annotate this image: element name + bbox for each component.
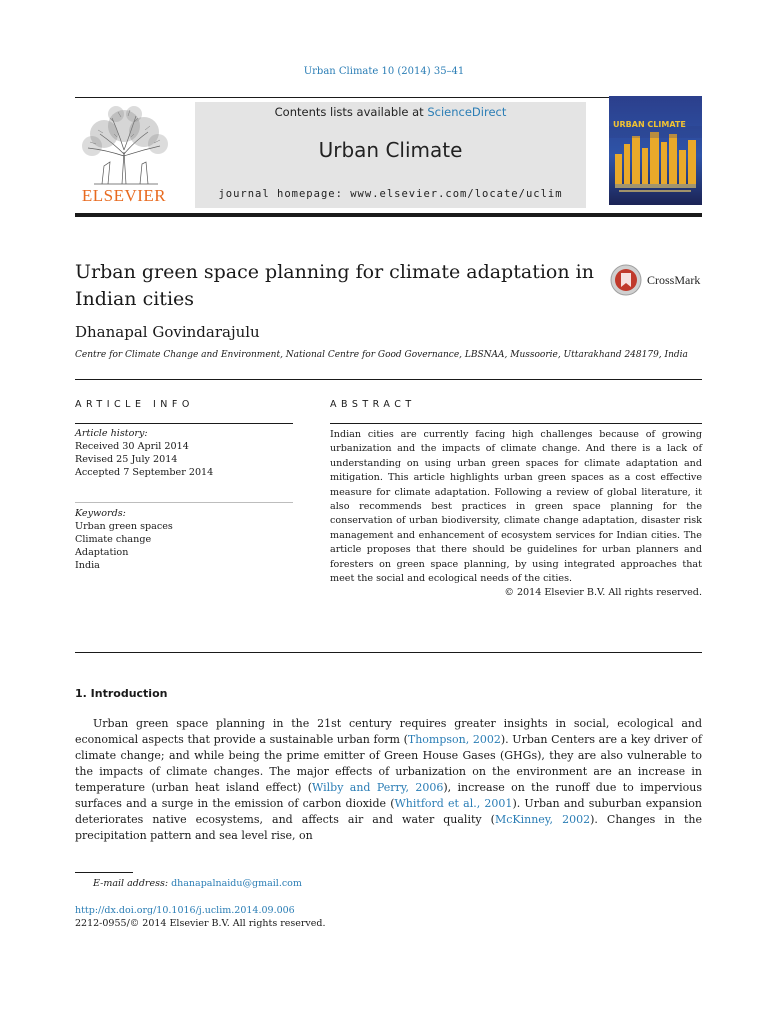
abstract-bottom-rule (75, 652, 702, 653)
article-history (75, 427, 293, 479)
abstract-label-rule (330, 423, 702, 424)
elsevier-tree-icon (74, 104, 174, 186)
journal-name: Urban Climate (318, 138, 463, 162)
intro-text: ). Urban Centers are a key driver of climate change; and while being the prime emitter of Green House Gases (GHGs), they are also vulnerable to the impacts of climate changes. The major effects of urbanization on the environment are an increase in temperature (urban heat island effect) ( (75, 733, 703, 794)
keyword-item: Adaptation (75, 547, 129, 558)
keyword-item: Urban green spaces (75, 521, 173, 532)
article-info-label: ARTICLE INFO (75, 399, 194, 410)
article-title: Urban green space planning for climate adaptation in Indian cities (75, 261, 594, 310)
abstract-label: ABSTRACT (330, 399, 416, 410)
keyword-item: India (75, 560, 100, 571)
intro-text: Urban green space planning in the 21st century requires greater insights in social, ecological and economical aspects that provide a sustainable urban form ( (75, 717, 702, 746)
info-label-rule (75, 423, 293, 424)
citation-link[interactable]: Wilby and Perry, 2006 (312, 781, 444, 794)
email-footnote (93, 878, 302, 889)
abstract-block (330, 428, 702, 601)
journal-header-box (195, 102, 586, 208)
received-date: Received 30 April 2014 (75, 441, 189, 452)
author-name: Dhanapal Govindarajulu (75, 323, 260, 341)
keyword-item: Climate change (75, 534, 152, 545)
journal-citation[interactable]: Urban Climate 10 (2014) 35–41 (303, 66, 465, 77)
contents-line (195, 105, 586, 119)
revised-date: Revised 25 July 2014 (75, 454, 178, 465)
header-bottom-rule (75, 213, 702, 217)
accepted-date: Accepted 7 September 2014 (75, 467, 214, 478)
intro-text: ). Changes in the precipitation pattern and sea level rise, on (75, 813, 702, 842)
intro-text: ). Urban and suburban expansion deteriorates native ecosystems, and affects air and water quality ( (75, 797, 702, 826)
section-heading-introduction: 1. Introduction (75, 687, 168, 700)
issn-copyright: 2212-0955/© 2014 Elsevier B.V. All rights reserved. (75, 918, 326, 929)
citation-link[interactable]: Whitford et al., 2001 (394, 797, 513, 810)
citation-link[interactable]: McKinney, 2002 (494, 813, 591, 826)
email-label: E-mail address: (93, 878, 172, 889)
journal-cover-image (609, 96, 702, 205)
journal-homepage[interactable]: journal homepage: www.elsevier.com/locate/uclim (218, 188, 563, 200)
contents-prefix: Contents lists available at (274, 105, 428, 119)
info-top-rule (75, 379, 702, 380)
keywords-heading: Keywords: (75, 508, 126, 519)
elsevier-logo (72, 104, 176, 208)
footnote-rule (75, 872, 133, 873)
header-top-rule (75, 97, 702, 98)
crossmark-label: CrossMark (647, 273, 701, 287)
intro-paragraph (75, 716, 702, 844)
intro-text: ), increase on the runoff due to impervious surfaces and a surge in the emission of carbon dioxide ( (75, 781, 702, 810)
sciencedirect-link[interactable]: ScienceDirect (427, 105, 507, 119)
elsevier-wordmark: ELSEVIER (81, 186, 167, 205)
crossmark-icon (609, 263, 643, 297)
crossmark-button[interactable] (609, 263, 709, 297)
abstract-text: Indian cities are currently facing high challenges because of growing urbanization and the impacts of climate change. And there is a lack of understanding on using urban green spaces for climate adaptation and mitigation. This article highlights urban green spaces as a cost effective measure for climate adaptation. Following a review of global literature, it also recommends best practices in green space planning for the conservation of urban biodiversity, climate change adaptation, disaster risk management and enhancement of ecosystem services for Indian cities. The article proposes that there should be guidelines for urban planners and foresters on green space planning, by using integrated approaches that meet the social and ecological needs of the cities. (330, 429, 702, 585)
author-affiliation: Centre for Climate Change and Environment, National Centre for Good Governance, LBSNAA, Mussoorie, Uttarakhand 248179, India (75, 350, 688, 360)
cover-title: URBAN CLIMATE (613, 120, 686, 129)
citation-link[interactable]: Thompson, 2002 (407, 733, 501, 746)
history-divider (75, 502, 293, 503)
history-heading: Article history: (75, 428, 148, 439)
doi-link[interactable]: http://dx.doi.org/10.1016/j.uclim.2014.09.006 (75, 905, 295, 916)
abstract-copyright: © 2014 Elsevier B.V. All rights reserved. (504, 587, 702, 599)
email-link[interactable]: dhanapalnaidu@gmail.com (171, 878, 302, 889)
keywords-block (75, 507, 293, 572)
